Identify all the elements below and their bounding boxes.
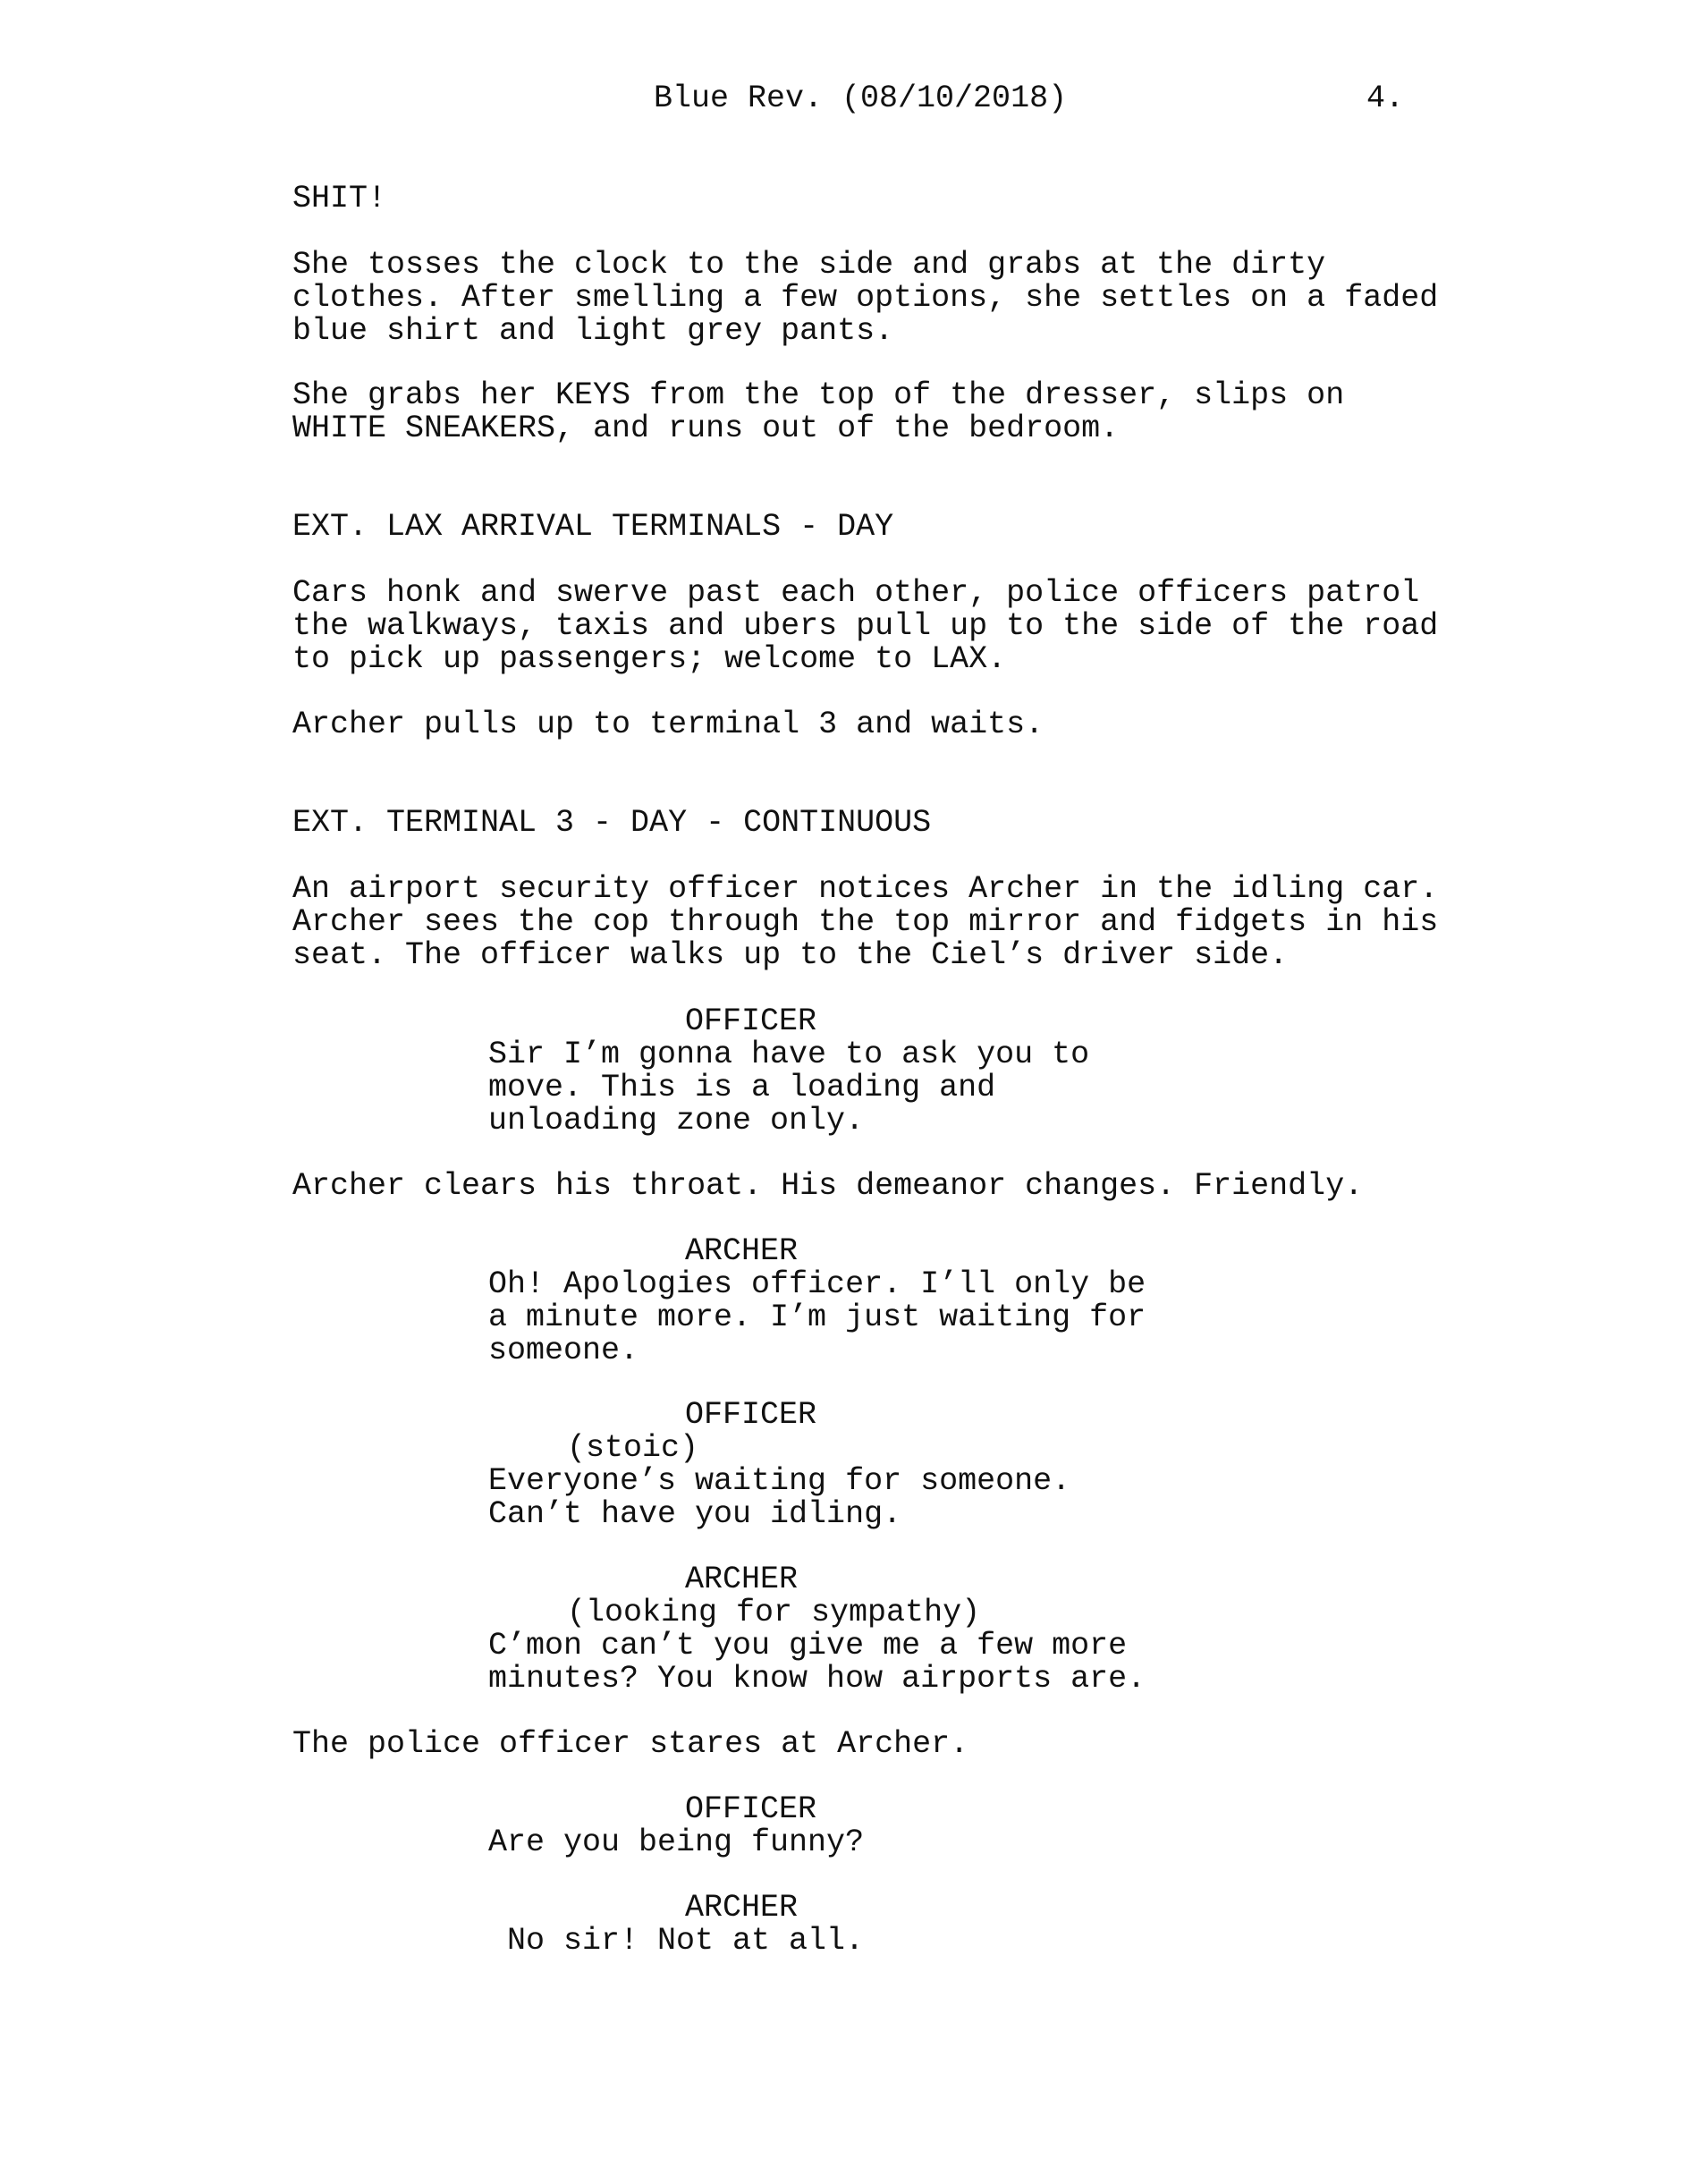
action-line: the walkways, taxis and ubers pull up to the side of the road	[292, 608, 1439, 644]
action-exclamation: SHIT!	[292, 181, 387, 216]
character-name: OFFICER	[685, 1397, 817, 1433]
action-line: seat. The officer walks up to the Ciel’s driver side.	[292, 937, 1289, 973]
dialogue-line: Everyone’s waiting for someone.	[488, 1463, 1071, 1499]
scene-heading: EXT. LAX ARRIVAL TERMINALS - DAY	[292, 509, 894, 545]
page-number: 4.	[1366, 80, 1405, 116]
dialogue-block	[488, 1465, 1070, 1531]
dialogue-line: Oh! Apologies officer. I’ll only be	[488, 1266, 1146, 1302]
dialogue-block	[488, 1038, 1089, 1138]
dialogue-block	[488, 1268, 1146, 1367]
dialogue-line: move. This is a loading and	[488, 1070, 996, 1105]
action-paragraph	[292, 577, 1438, 676]
character-name: OFFICER	[685, 1791, 817, 1827]
action-line: to pick up passengers; welcome to LAX.	[292, 641, 1007, 677]
dialogue-block	[488, 1630, 1146, 1696]
action-paragraph	[292, 873, 1438, 972]
parenthetical: (stoic)	[567, 1430, 699, 1466]
action-line: blue shirt and light grey pants.	[292, 313, 894, 349]
character-name: ARCHER	[685, 1562, 799, 1597]
dialogue-line: Can’t have you idling.	[488, 1496, 902, 1532]
action-line: WHITE SNEAKERS, and runs out of the bedroom.	[292, 411, 1120, 446]
parenthetical: (looking for sympathy)	[567, 1595, 981, 1630]
dialogue-line: unloading zone only.	[488, 1103, 865, 1139]
scene-heading: EXT. TERMINAL 3 - DAY - CONTINUOUS	[292, 805, 932, 841]
dialogue-line: C’mon can’t you give me a few more	[488, 1628, 1128, 1663]
action-line: She tosses the clock to the side and grabs at the dirty	[292, 247, 1326, 283]
action-line: She grabs her KEYS from the top of the dresser, slips on	[292, 377, 1345, 413]
dialogue-line: someone.	[488, 1333, 639, 1368]
character-name: ARCHER	[685, 1233, 799, 1269]
action-line: Archer sees the cop through the top mirror and fidgets in his	[292, 904, 1439, 940]
dialogue-line: Are you being funny?	[488, 1824, 865, 1860]
action-line: Archer clears his throat. His demeanor changes. Friendly.	[292, 1168, 1364, 1204]
character-name: OFFICER	[685, 1003, 817, 1039]
character-name: ARCHER	[685, 1890, 799, 1926]
action-line: Cars honk and swerve past each other, police officers patrol	[292, 575, 1420, 611]
dialogue-line: No sir! Not at all.	[507, 1923, 865, 1959]
revision-label: Blue Rev. (08/10/2018)	[654, 80, 1068, 116]
action-line: An airport security officer notices Archer in the idling car.	[292, 871, 1439, 907]
action-line: clothes. After smelling a few options, she settles on a faded	[292, 280, 1439, 316]
action-paragraph	[292, 379, 1344, 445]
action-paragraph	[292, 249, 1438, 348]
dialogue-line: minutes? You know how airports are.	[488, 1661, 1146, 1697]
dialogue-line: Sir I’m gonna have to ask you to	[488, 1037, 1090, 1072]
action-line: The police officer stares at Archer.	[292, 1726, 969, 1762]
action-line: Archer pulls up to terminal 3 and waits.	[292, 707, 1044, 742]
dialogue-line: a minute more. I’m just waiting for	[488, 1299, 1146, 1335]
